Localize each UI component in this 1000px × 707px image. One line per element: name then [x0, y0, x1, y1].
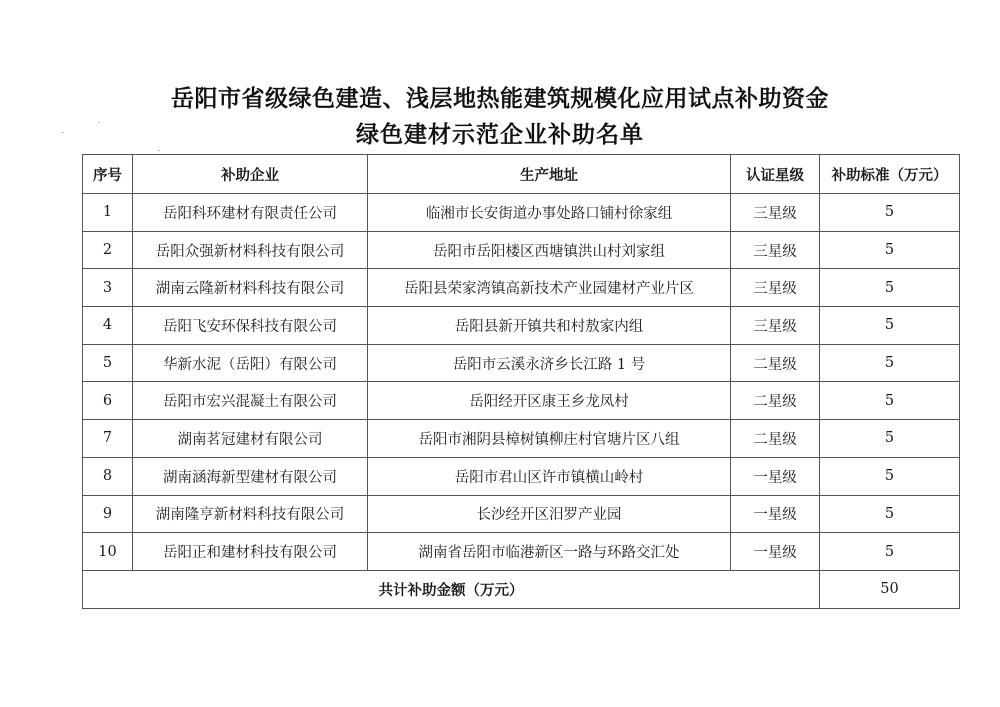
cell-company: 岳阳市宏兴混凝土有限公司: [133, 382, 368, 420]
cell-star-rating: 二星级: [731, 420, 820, 458]
cell-serial-number: 1: [83, 194, 133, 232]
cell-serial-number: 3: [83, 269, 133, 307]
table-row: [83, 231, 960, 269]
cell-serial-number: 6: [83, 382, 133, 420]
cell-serial-number: 7: [83, 420, 133, 458]
table-row: [83, 307, 960, 345]
cell-address: 岳阳市云溪永济乡长江路 1 号: [368, 344, 731, 382]
cell-serial-number: 2: [83, 231, 133, 269]
cell-company: 岳阳正和建材科技有限公司: [133, 533, 368, 571]
scan-speck: [98, 122, 100, 123]
cell-serial-number: 5: [83, 344, 133, 382]
total-value: 50: [820, 570, 960, 608]
cell-serial-number: 10: [83, 533, 133, 571]
table-row: [83, 420, 960, 458]
cell-subsidy-amount: 5: [820, 194, 960, 232]
cell-company: 湖南茗冠建材有限公司: [133, 420, 368, 458]
cell-company: 湖南隆亨新材料科技有限公司: [133, 495, 368, 533]
cell-serial-number: 8: [83, 457, 133, 495]
table-row: [83, 495, 960, 533]
table-row: [83, 382, 960, 420]
cell-address: 岳阳县新开镇共和村敖家内组: [368, 307, 731, 345]
cell-address: 湖南省岳阳市临港新区一路与环路交汇处: [368, 533, 731, 571]
cell-subsidy-amount: 5: [820, 307, 960, 345]
table-header-row: [83, 155, 960, 194]
cell-star-rating: 一星级: [731, 533, 820, 571]
cell-star-rating: 三星级: [731, 194, 820, 232]
cell-address: 岳阳市湘阴县樟树镇柳庄村官塘片区八组: [368, 420, 731, 458]
scan-speck: [62, 132, 64, 133]
cell-subsidy-amount: 5: [820, 457, 960, 495]
cell-company: 岳阳飞安环保科技有限公司: [133, 307, 368, 345]
document-title-line2: 绿色建材示范企业补助名单: [356, 122, 644, 148]
cell-company: 岳阳众强新材料科技有限公司: [133, 231, 368, 269]
cell-star-rating: 二星级: [731, 344, 820, 382]
cell-address: 岳阳县荣家湾镇高新技术产业园建材产业片区: [368, 269, 731, 307]
cell-address: 岳阳市君山区许市镇横山岭村: [368, 457, 731, 495]
cell-company: 湖南涵海新型建材有限公司: [133, 457, 368, 495]
cell-address: 临湘市长安街道办事处路口铺村徐家组: [368, 194, 731, 232]
table-row: [83, 194, 960, 232]
scan-speck: [158, 150, 160, 151]
cell-subsidy-amount: 5: [820, 382, 960, 420]
cell-star-rating: 一星级: [731, 495, 820, 533]
document-title-line1: 岳阳市省级绿色建造、浅层地热能建筑规模化应用试点补助资金: [171, 86, 829, 112]
header-subsidy-amount: 补助标准（万元）: [820, 155, 960, 194]
header-address: 生产地址: [368, 155, 731, 194]
cell-serial-number: 9: [83, 495, 133, 533]
cell-serial-number: 4: [83, 307, 133, 345]
cell-address: 岳阳经开区康王乡龙凤村: [368, 382, 731, 420]
cell-company: 湖南云隆新材料科技有限公司: [133, 269, 368, 307]
cell-subsidy-amount: 5: [820, 420, 960, 458]
cell-address: 岳阳市岳阳楼区西塘镇洪山村刘家组: [368, 231, 731, 269]
total-label: 共计补助金额（万元）: [83, 570, 820, 608]
cell-subsidy-amount: 5: [820, 344, 960, 382]
cell-subsidy-amount: 5: [820, 269, 960, 307]
cell-subsidy-amount: 5: [820, 533, 960, 571]
table-row: [83, 457, 960, 495]
header-company: 补助企业: [133, 155, 368, 194]
cell-address: 长沙经开区汨罗产业园: [368, 495, 731, 533]
cell-star-rating: 一星级: [731, 457, 820, 495]
table-row: [83, 533, 960, 571]
cell-star-rating: 三星级: [731, 307, 820, 345]
header-serial-number: 序号: [83, 155, 133, 194]
cell-star-rating: 三星级: [731, 269, 820, 307]
header-star-rating: 认证星级: [731, 155, 820, 194]
subsidy-table: [82, 154, 960, 609]
cell-subsidy-amount: 5: [820, 231, 960, 269]
table-row: [83, 344, 960, 382]
cell-subsidy-amount: 5: [820, 495, 960, 533]
cell-star-rating: 三星级: [731, 231, 820, 269]
cell-company: 岳阳科环建材有限责任公司: [133, 194, 368, 232]
cell-company: 华新水泥（岳阳）有限公司: [133, 344, 368, 382]
table-row: [83, 269, 960, 307]
cell-star-rating: 二星级: [731, 382, 820, 420]
total-row: [83, 570, 960, 608]
